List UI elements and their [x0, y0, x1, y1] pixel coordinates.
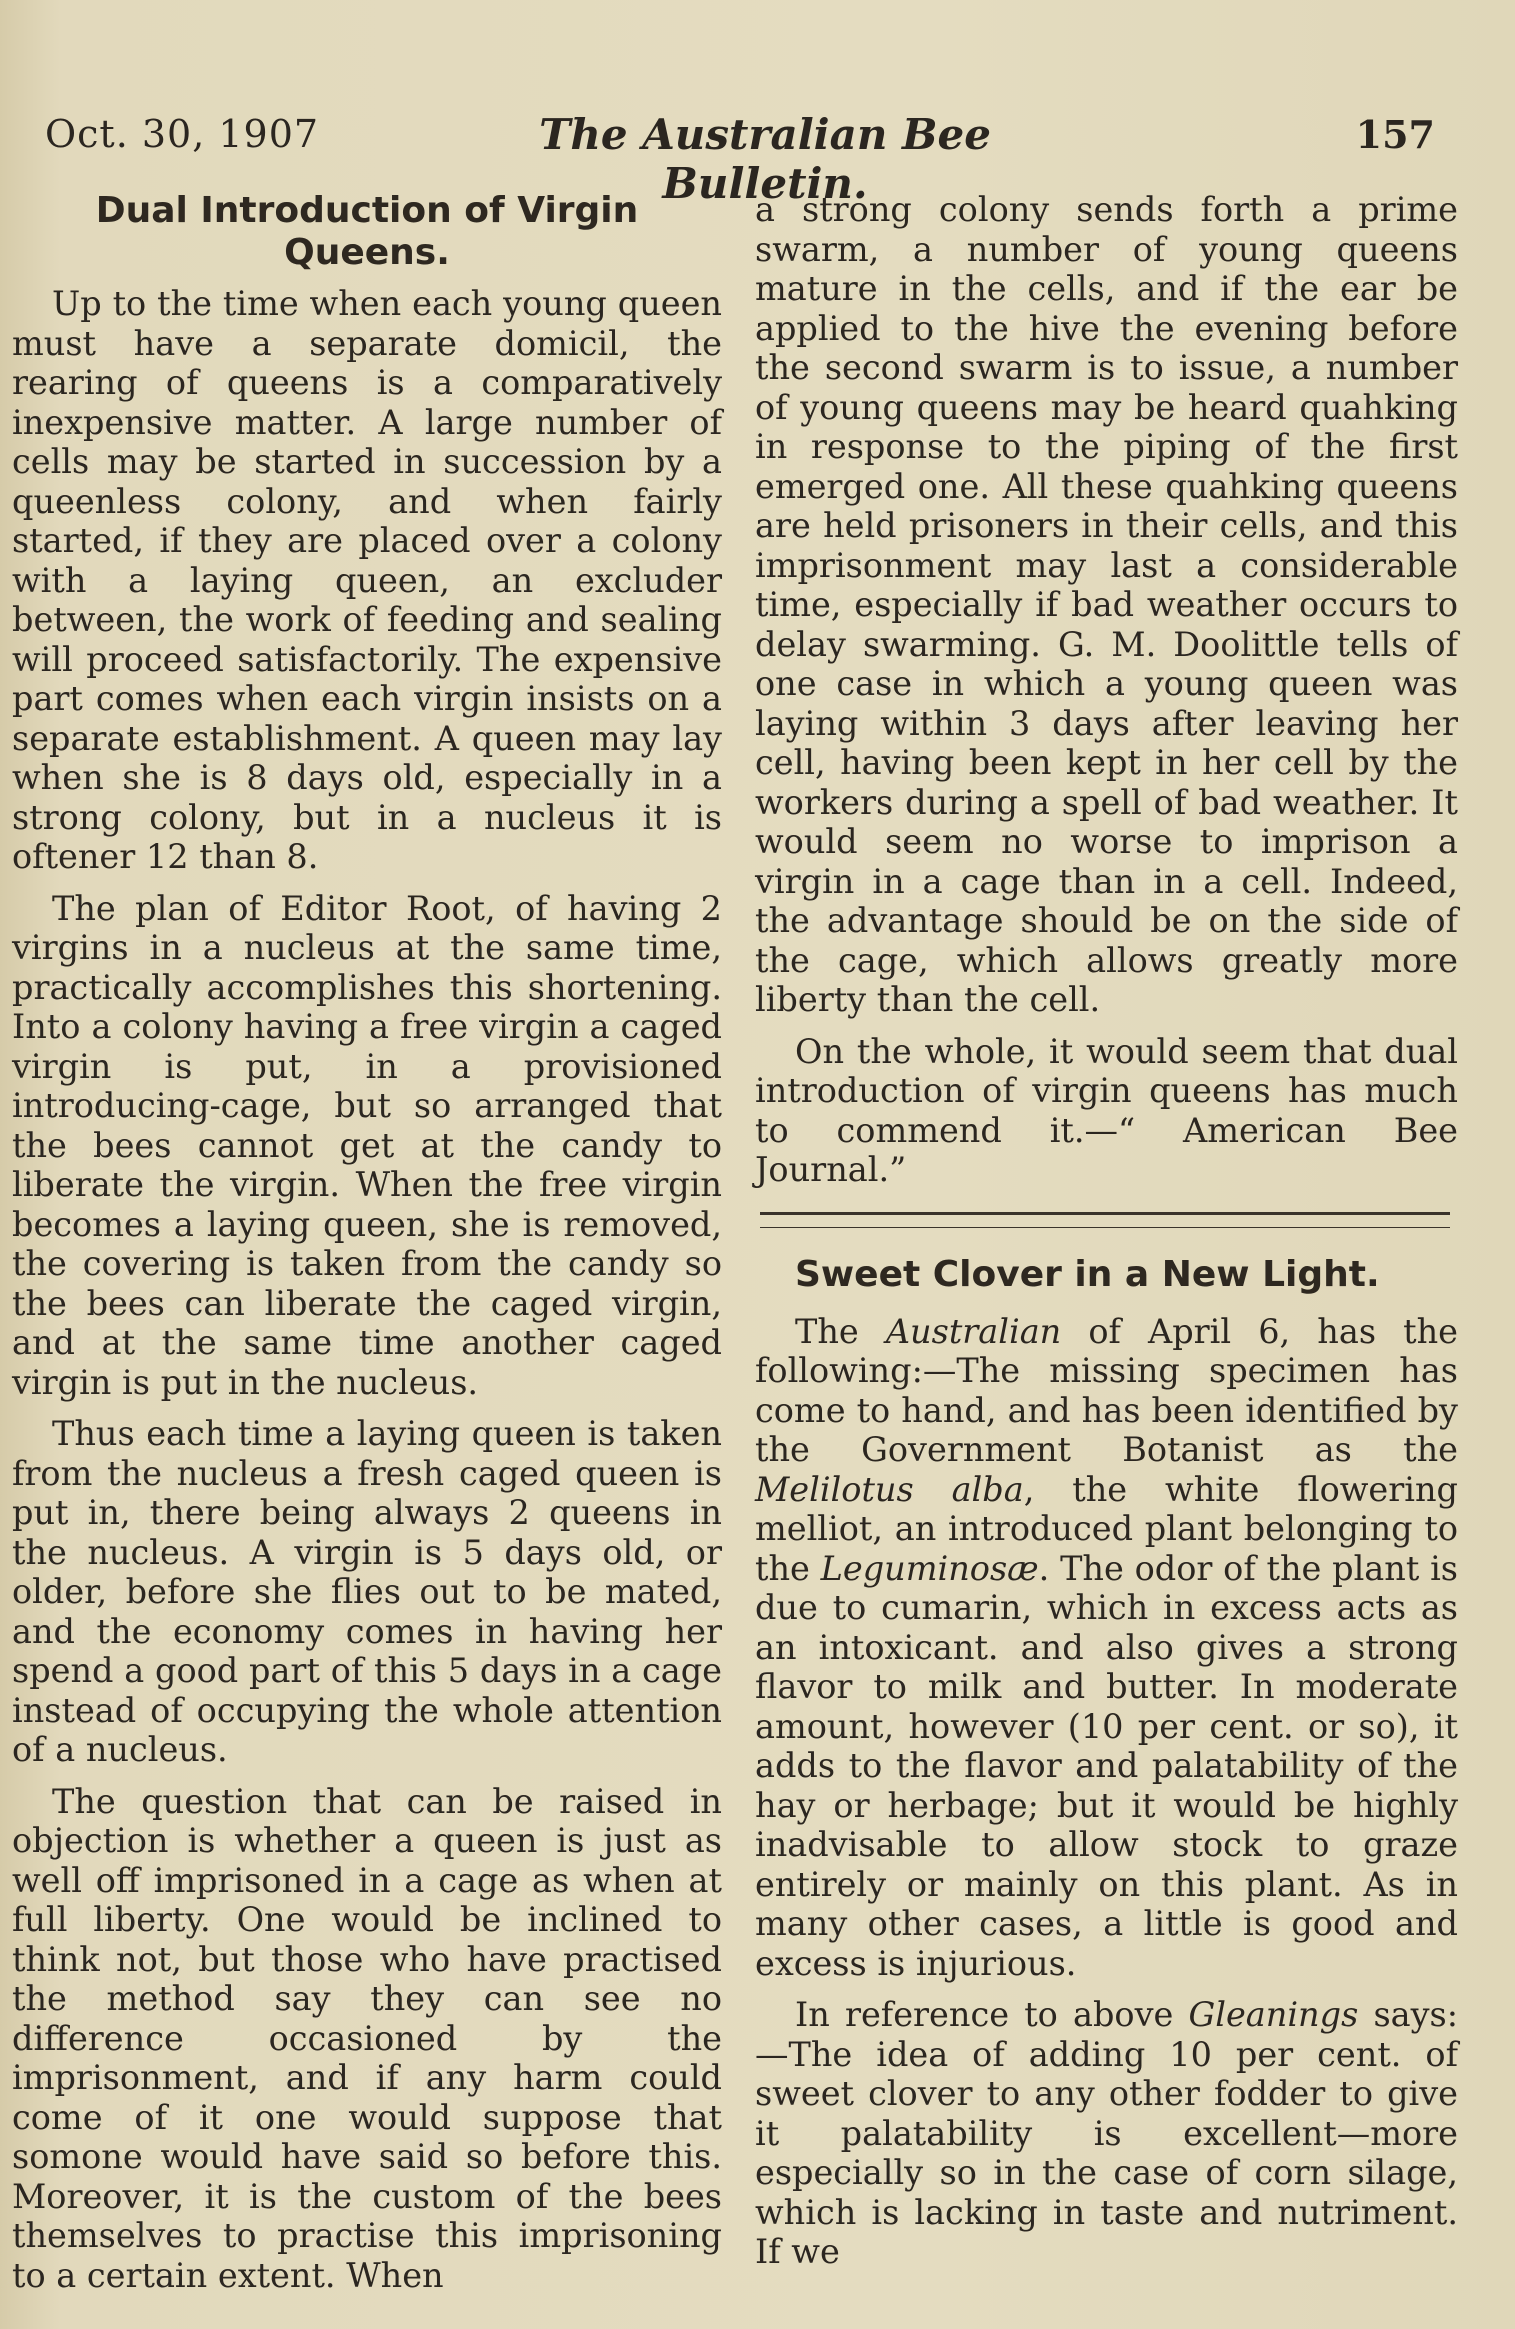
text-run: . The odor of the plant is due to cumarin, which in excess acts as an intoxicant. and also gives a strong flavor to milk and butter. In moderate amount, however (10 per cent. or so), it adds to the flavor and palatability of the hay or herbage; but it would be highly inadvisable to allow stock to graze entirely or mainly on this plant. As in many other cases, a little is good and excess is injurious.	[755, 1548, 1458, 1983]
text-run: of April 6, has the following:—The missing specimen has come to hand, and has been identified by the Government Botanist as the	[755, 1311, 1458, 1469]
page-number: 157	[1355, 112, 1435, 157]
article1-paragraph-1: Up to the time when each young queen must have a separate domicil, the rearing of queens is a comparatively inexpensive matter. A large number of cells may be started in succession by a queenless colony, and when fairly started, if they are placed over a colony with a laying queen, an excluder between, the work of feeding and sealing will proceed satisfactorily. The expensive part comes when each virgin insists on a separate establishment. A queen may lay when she is 8 days old, especially in a strong colony, but in a nucleus it is oftener 12 than 8.	[12, 284, 722, 876]
italic-run: Leguminosæ	[820, 1548, 1039, 1588]
text-run: , the white flowering melliot, an introduced plant belonging to the	[755, 1469, 1458, 1588]
section-divider	[760, 1212, 1450, 1228]
article1-paragraph-5: a strong colony sends forth a prime swarm, a number of young queens mature in the cells, and if the ear be applied to the hive the evening before the second swarm is to issue, a number of young queens may be heard quahking in response to the piping of the first emerged one. All these quahking queens are held prisoners in their cells, and this imprisonment may last a considerable time, especially if bad weather occurs to delay swarming. G. M. Doolittle tells of one case in which a young queen was laying within 3 days after leaving her cell, having been kept in her cell by the workers during a spell of bad weather. It would seem no worse to imprison a virgin in a cage than in a cell. Indeed, the advantage should be on the side of the cage, which allows greatly more liberty than the cell.	[755, 190, 1458, 1019]
article1-paragraph-6: On the whole, it would seem that dual introduction of virgin queens has much to commend it.—“ American Bee Journal.”	[755, 1031, 1458, 1189]
article1-paragraph-3: Thus each time a laying queen is taken from the nucleus a fresh caged queen is put in, there being always 2 queens in the nucleus. A virgin is 5 days old, or older, before she flies out to be mated, and the economy comes in having her spend a good part of this 5 days in a cage instead of occupying the whole attention of a nucleus.	[12, 1414, 722, 1769]
publication-title: The Australian Bee Bulletin.	[539, 110, 991, 208]
text-run: The	[795, 1311, 886, 1351]
text-run: says:—The idea of adding 10 per cent. of sweet clover to any other fodder to give it palatability is excellent—more especially so in the case of corn silage, which is lacking in taste and nutriment. If we	[755, 1995, 1459, 2271]
article1-paragraph-4: The question that can be raised in objection is whether a queen is just as well off imprisoned in a cage as when at full liberty. One would be inclined to think not, but those who have practised the method say they can see no difference occasioned by the imprisonment, and if any harm could come of it one would suppose that somone would have said so before this. Moreover, it is the custom of the bees themselves to practise this imprisoning to a certain extent. When	[12, 1781, 722, 2295]
italic-run: Australian	[885, 1311, 1062, 1351]
left-column	[12, 190, 722, 2307]
article1-paragraph-2: The plan of Editor Root, of having 2 virgins in a nucleus at the same time, practically accomplishes this shortening. Into a colony having a free virgin a caged virgin is put, in a provisioned introducing-cage, but so arranged that the bees cannot get at the candy to liberate the virgin. When the free virgin becomes a laying queen, she is removed, the covering is taken from the candy so the bees can liberate the caged virgin, and at the same time another caged virgin is put in the nucleus.	[12, 888, 722, 1402]
right-column	[755, 190, 1458, 2284]
text-run: In reference to above	[795, 1995, 1189, 2034]
italic-run: Gleanings	[1188, 1995, 1359, 2034]
article2-paragraph-1	[755, 1312, 1458, 1984]
running-header	[45, 110, 1435, 208]
article2-paragraph-2	[755, 1995, 1458, 2272]
issue-date: Oct. 30, 1907	[45, 112, 320, 156]
italic-run: Melilotus alba	[755, 1469, 1024, 1509]
article-title-sweet-clover: Sweet Clover in a New Light.	[795, 1253, 1380, 1295]
article-title-dual-introduction: Dual Introduction of Virgin Queens.	[95, 190, 639, 273]
